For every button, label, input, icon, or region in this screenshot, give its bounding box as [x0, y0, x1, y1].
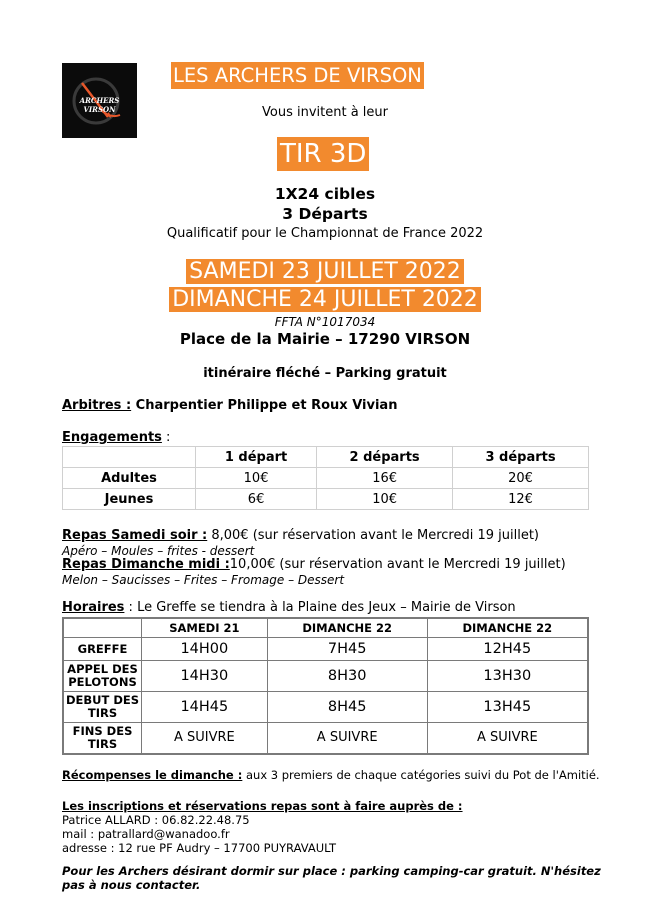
table-header-row	[63, 447, 589, 468]
repas-dimanche-text: 10,00€ (sur réservation avant le Mercredi 19 juillet)	[229, 557, 566, 572]
engagements-heading	[62, 430, 170, 445]
col-header: 3 départs	[453, 447, 589, 468]
recompenses-label: Récompenses le dimanche :	[62, 768, 243, 782]
table-row	[63, 638, 588, 661]
engagements-label: Engagements	[62, 430, 162, 445]
logo-text: ARCHERS VIRSON	[79, 96, 120, 114]
repas-samedi-menu: Apéro – Moules – frites - dessert	[62, 544, 255, 558]
table-row	[63, 489, 589, 510]
targets-line: 1X24 cibles	[274, 185, 376, 203]
col-header: 1 départ	[196, 447, 317, 468]
contact-address: adresse : 12 rue PF Audry – 17700 PUYRAVAULT	[62, 841, 336, 855]
time-cell: 8H45	[267, 692, 427, 723]
row-label	[63, 661, 142, 692]
time-cell: A SUIVRE	[427, 723, 588, 754]
time-cell: 8H30	[267, 661, 427, 692]
ffta-number: FFTA N°1017034	[274, 315, 376, 329]
repas-samedi-line	[62, 528, 539, 543]
time-cell: 14H45	[142, 692, 268, 723]
table-row	[63, 692, 588, 723]
time-cell: 12H45	[427, 638, 588, 661]
row-label-line: APPEL DES	[67, 662, 138, 676]
horaires-text: : Le Greffe se tiendra à la Plaine des Jeux – Mairie de Virson	[124, 600, 516, 615]
table-header-row	[63, 618, 588, 638]
arbitres-value: Charpentier Philippe et Roux Vivian	[131, 398, 398, 413]
row-label-line: PELOTONS	[68, 675, 137, 689]
repas-samedi-label: Repas Samedi soir	[62, 528, 198, 543]
recompenses-line	[62, 768, 600, 782]
invite-text: Vous invitent à leur	[262, 105, 388, 120]
inscriptions-heading	[62, 799, 463, 813]
table-row	[63, 723, 588, 754]
contact-name: Patrice ALLARD : 06.82.22.48.75	[62, 813, 250, 827]
footer-line-1: Pour les Archers désirant dormir sur place : parking camping-car gratuit. N'hésitez	[62, 864, 601, 878]
price-cell: 6€	[196, 489, 317, 510]
engagements-table	[62, 446, 589, 510]
horaires-line	[62, 600, 516, 615]
date-sunday: DIMANCHE 24 JUILLET 2022	[169, 287, 481, 312]
col-header: DIMANCHE 22	[267, 618, 427, 638]
col-header: 2 départs	[317, 447, 453, 468]
row-label-line: TIRS	[87, 736, 118, 751]
row-label: GREFFE	[63, 638, 142, 661]
event-place: Place de la Mairie – 17290 VIRSON	[179, 330, 471, 348]
price-cell: 20€	[453, 468, 589, 489]
horaires-label: Horaires	[62, 600, 125, 615]
time-cell: 13H30	[427, 661, 588, 692]
arbitres-line	[62, 398, 397, 413]
row-label-line: TIRS	[87, 706, 118, 720]
row-label: Adultes	[63, 468, 196, 489]
table-row	[63, 661, 588, 692]
price-cell: 10€	[317, 489, 453, 510]
time-cell: A SUIVRE	[267, 723, 427, 754]
club-title: LES ARCHERS DE VIRSON	[173, 64, 422, 87]
time-cell: 14H00	[142, 638, 268, 661]
row-label: Jeunes	[63, 489, 196, 510]
repas-dimanche-line	[62, 557, 566, 572]
horaires-table	[62, 617, 589, 755]
qualif-line: Qualificatif pour le Championnat de France 2022	[166, 226, 484, 241]
table-corner	[63, 618, 142, 638]
inscriptions-label: Les inscriptions et réservations repas sont à faire auprès de :	[62, 799, 463, 813]
departs-line: 3 Départs	[282, 205, 368, 223]
time-cell: 7H45	[267, 638, 427, 661]
arbitres-label: Arbitres :	[62, 398, 132, 413]
engagements-colon: :	[161, 430, 171, 445]
club-logo	[62, 63, 137, 138]
date-saturday: SAMEDI 23 JUILLET 2022	[186, 259, 464, 284]
row-label-line: DEBUT DES	[65, 693, 140, 707]
row-label	[63, 692, 142, 723]
event-title: TIR 3D	[277, 137, 369, 171]
row-label-line: FINS DES	[72, 723, 133, 738]
itinerary-line: itinéraire fléché – Parking gratuit	[203, 366, 447, 381]
table-corner	[63, 447, 196, 468]
price-cell: 12€	[453, 489, 589, 510]
repas-samedi-text: 8,00€ (sur réservation avant le Mercredi 19 juillet)	[207, 528, 539, 543]
time-cell: A SUIVRE	[142, 723, 268, 754]
col-header: DIMANCHE 22	[427, 618, 588, 638]
time-cell: 13H45	[427, 692, 588, 723]
repas-samedi-colon: :	[197, 528, 208, 543]
repas-dimanche-label: Repas Dimanche midi :	[62, 557, 230, 572]
time-cell: 14H30	[142, 661, 268, 692]
repas-dimanche-menu: Melon – Saucisses – Frites – Fromage – Dessert	[62, 573, 345, 587]
price-cell: 16€	[317, 468, 453, 489]
recompenses-text: aux 3 premiers de chaque catégories suivi du Pot de l'Amitié.	[242, 768, 600, 782]
table-row	[63, 468, 589, 489]
col-header: SAMEDI 21	[142, 618, 268, 638]
price-cell: 10€	[196, 468, 317, 489]
row-label	[63, 723, 142, 754]
footer-line-2: pas à nous contacter.	[62, 878, 201, 892]
contact-mail: mail : patrallard@wanadoo.fr	[62, 827, 230, 841]
